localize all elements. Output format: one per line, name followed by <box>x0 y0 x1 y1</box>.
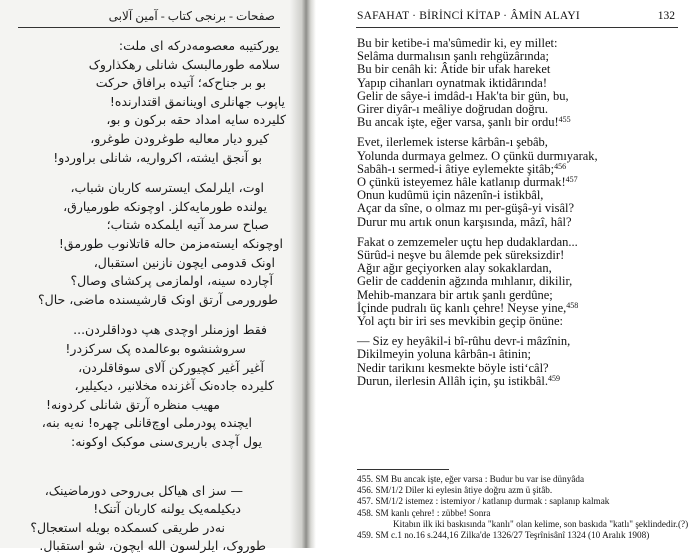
verse-text: Bu ancak işte, eğer varsa, şanlı bir ordu! <box>357 115 559 130</box>
verse-text: Mehib-manzara bir artık şanlı gerdûne; <box>357 287 553 302</box>
left-running-header: صفحات - برنجی کتاب - آمین آلابی <box>108 9 275 23</box>
verse-text: Gelir de caddenin ağzında mıhlanır, dikilir, <box>357 274 573 289</box>
verse-stanzas <box>357 37 687 395</box>
ottoman-verse-line: کلیرده جاده‌نک آغزنده مخلانیر، دیکیلیر، <box>74 378 274 394</box>
ottoman-verse-line: یول آچدی باریری‌سنی موکبک اوکونه: <box>71 434 262 449</box>
verse-text: Evet, ilerlemek isterse kârbân-ı şebâb, <box>357 135 548 150</box>
verse-text: Dikilmeyin yoluna kârbân-ı âtinin; <box>357 347 531 362</box>
verse-text: İçinde pudralı üç kanlı çehre! Neyse yine, <box>357 300 567 315</box>
right-running-header <box>357 7 675 25</box>
stanza <box>357 335 687 388</box>
ottoman-verse-line: — سز ای هیاکل بی‌روحی دورماضینک، <box>44 482 243 498</box>
ottoman-verse-line: طوروک، ایلرلسون الله ایچون، شو استقبال. <box>39 538 266 554</box>
verse-text: Girer diyâr-ı meâliye doğrudan doğru. <box>357 102 549 117</box>
header-title: SAFAHAT · BİRİNCİ KİTAP · ÂMİN ALAYI <box>357 10 580 22</box>
verse-text: Sabâh-ı sermed-i âtiye eylemekte şitâb; <box>357 161 555 176</box>
ottoman-verse-line: کیرو دیار معالیه طوغرودن طوغرو، <box>90 131 269 146</box>
verse-text: Yol açtı bir iri ses mevkibin geçip önüne: <box>357 314 563 329</box>
verse-text: Açar da sîne, o olmaz mı per-güşâ-yi visâl? <box>357 201 575 216</box>
stanza <box>357 136 687 228</box>
verse-text: Ağır ağır geçiyorken alay sokaklardan, <box>357 261 552 276</box>
footnote-line: 455. SM Bu ancak işte, eğer varsa : Budur bu var ise dünyâda <box>357 474 585 484</box>
ottoman-verse-block <box>0 0 300 554</box>
verse-line <box>357 375 687 388</box>
footnote-line: 458. SM kanlı çehre! : zübbe! Sonra <box>357 507 491 518</box>
verse-line <box>357 116 687 129</box>
ottoman-verse-line: آچارده سینه، اولمازمی پرکشای وصال؟ <box>70 273 273 289</box>
footnote-line: 459. SM c.1 no.16 s.244,16 Zilka'de 1326/27 Teşrînisânî 1324 (10 Aralık 1908) <box>357 530 650 541</box>
ottoman-verse-line: اوچونکه ایسته‌مزمن حاله قاتلانوب طورمق! <box>58 236 283 251</box>
verse-text: Nedir tarikını kesmekte böyle istiʻcâl? <box>357 360 549 375</box>
footnote-line: 457. SM/1/2 istemez : istemiyor / katlanıp durmak : saplanıp kalmak <box>357 496 610 507</box>
verse-line <box>357 315 687 328</box>
verse-text: Fakat o zemzemeler uçtu hep dudaklardan... <box>357 234 578 249</box>
ottoman-verse-line: اوت، ایلرلمک ایسترسه کاربان شباب، <box>70 180 264 196</box>
verse-text: Sürûd-i neşve bu âlemde pek süreksizdir! <box>357 248 565 263</box>
footnote-marker: 458 <box>566 300 579 310</box>
ottoman-verse-line: سلامه طورمالبسک شانلی رهکذاروک <box>88 56 280 72</box>
verse-text: O çünkü isteyemez hâle katlanıp durmak! <box>357 175 566 190</box>
verse-text: Durun, ilerlesin Allâh için, şu istikbâl. <box>357 373 548 388</box>
ottoman-verse-line: صباح سرمد آتیه ایلمکده شتاب؛ <box>106 217 269 233</box>
left-page-ottoman <box>0 0 300 554</box>
verse-text: Yolunda durmaya gelmez. O çünkü durmıyarak, <box>357 148 598 163</box>
ottoman-verse-line: یاپوب جهانلری اوینانمق اقتدارنده! <box>109 93 285 109</box>
footnote-marker: 456 <box>554 161 567 171</box>
verse-text: Bu bir ketibe-i ma'sûmedir ki, ey millet: <box>357 36 558 50</box>
verse-line <box>357 216 687 229</box>
ottoman-verse-line: بو بر جناح‌که؛ آتیده برافاق حرکت <box>95 75 266 91</box>
stanza <box>357 236 687 328</box>
right-page-latin <box>316 0 700 548</box>
verse-text: Yapıp cihanları oynatmak iktidârında! <box>357 75 548 90</box>
footnote-rule <box>357 469 449 470</box>
footnote-line: Kitabın ilk iki baskısında "kanlı" olan kelime, son baskıda "katlı" şeklindedir.(?) <box>393 518 689 529</box>
ottoman-verse-line: نه‌در طریقی کسمکده بویله استعجال؟ <box>30 519 225 535</box>
verse-text: Selâma durmalısın şanlı rehgüzârında; <box>357 49 549 64</box>
ottoman-verse-line: یورکتیبه معصومه‌درکه ای ملت: <box>118 38 279 53</box>
book-gutter <box>290 0 316 548</box>
right-header-rule <box>356 27 678 28</box>
ottoman-verse-line: اونک قدومی ایچون نازنین استقبال، <box>93 254 275 270</box>
footnote-marker: 457 <box>565 175 578 185</box>
verse-text: Bu bir cenâh ki: Âtide bir ufak hareket <box>357 62 551 77</box>
ottoman-verse-line: ایچنده پودرملی اوچ‌قانلی چهره! نه‌یه بنه، <box>41 415 252 431</box>
verse-text: Durur mu artık onun karşısında, mâzî, hâl? <box>357 214 572 229</box>
ottoman-verse-line: کلیرده سایه امداد حقه برکون و بو، <box>106 112 286 128</box>
footnote-marker: 455 <box>558 115 571 125</box>
ottoman-verse-line: دیکیلمه‌یک یولنه کاربان آتنک! <box>93 501 241 517</box>
ottoman-verse-line: سروشنشوه بوعالمده پک سرکزدر! <box>65 341 246 356</box>
ottoman-verse-line: آغیر آغیر کچیورکن آلای سوقاقلردن، <box>78 359 264 375</box>
footnote-line: 456. SM/1/2 Diler ki eylesin âtiye doğru azm ü şitâb. <box>357 485 553 496</box>
ottoman-verse-line: مهیب منظره آرتق شانلی کردونه! <box>46 396 220 412</box>
ottoman-verse-line: فقط اوزمنلر اوچدی هپ دوداقلردن... <box>73 322 267 338</box>
page-number: 132 <box>657 10 675 22</box>
verse-text: — Siz ey heyâkil-i bî-rûhu devr-i mâzînin, <box>357 334 571 349</box>
ottoman-verse-line: بو آنجق ایشته، اکرواریه، شانلی براوردو! <box>53 149 262 165</box>
footnotes <box>357 474 697 541</box>
verse-text: Gelir de sâye-i imdâd-ı Hak'ta bir gün, bu, <box>357 88 569 103</box>
ottoman-verse-line: یولنده طورمایه‌کلز. اوچونکه طورمیارق، <box>63 198 267 214</box>
footnote-marker: 459 <box>547 373 560 383</box>
verse-text: Onun kudûmü için nâzenîn-i istikbâl, <box>357 188 544 203</box>
ottoman-verse-line: طورورمی آرتق اونک قارشیسنده ماضی، حال؟ <box>37 291 278 307</box>
stanza <box>357 37 687 129</box>
